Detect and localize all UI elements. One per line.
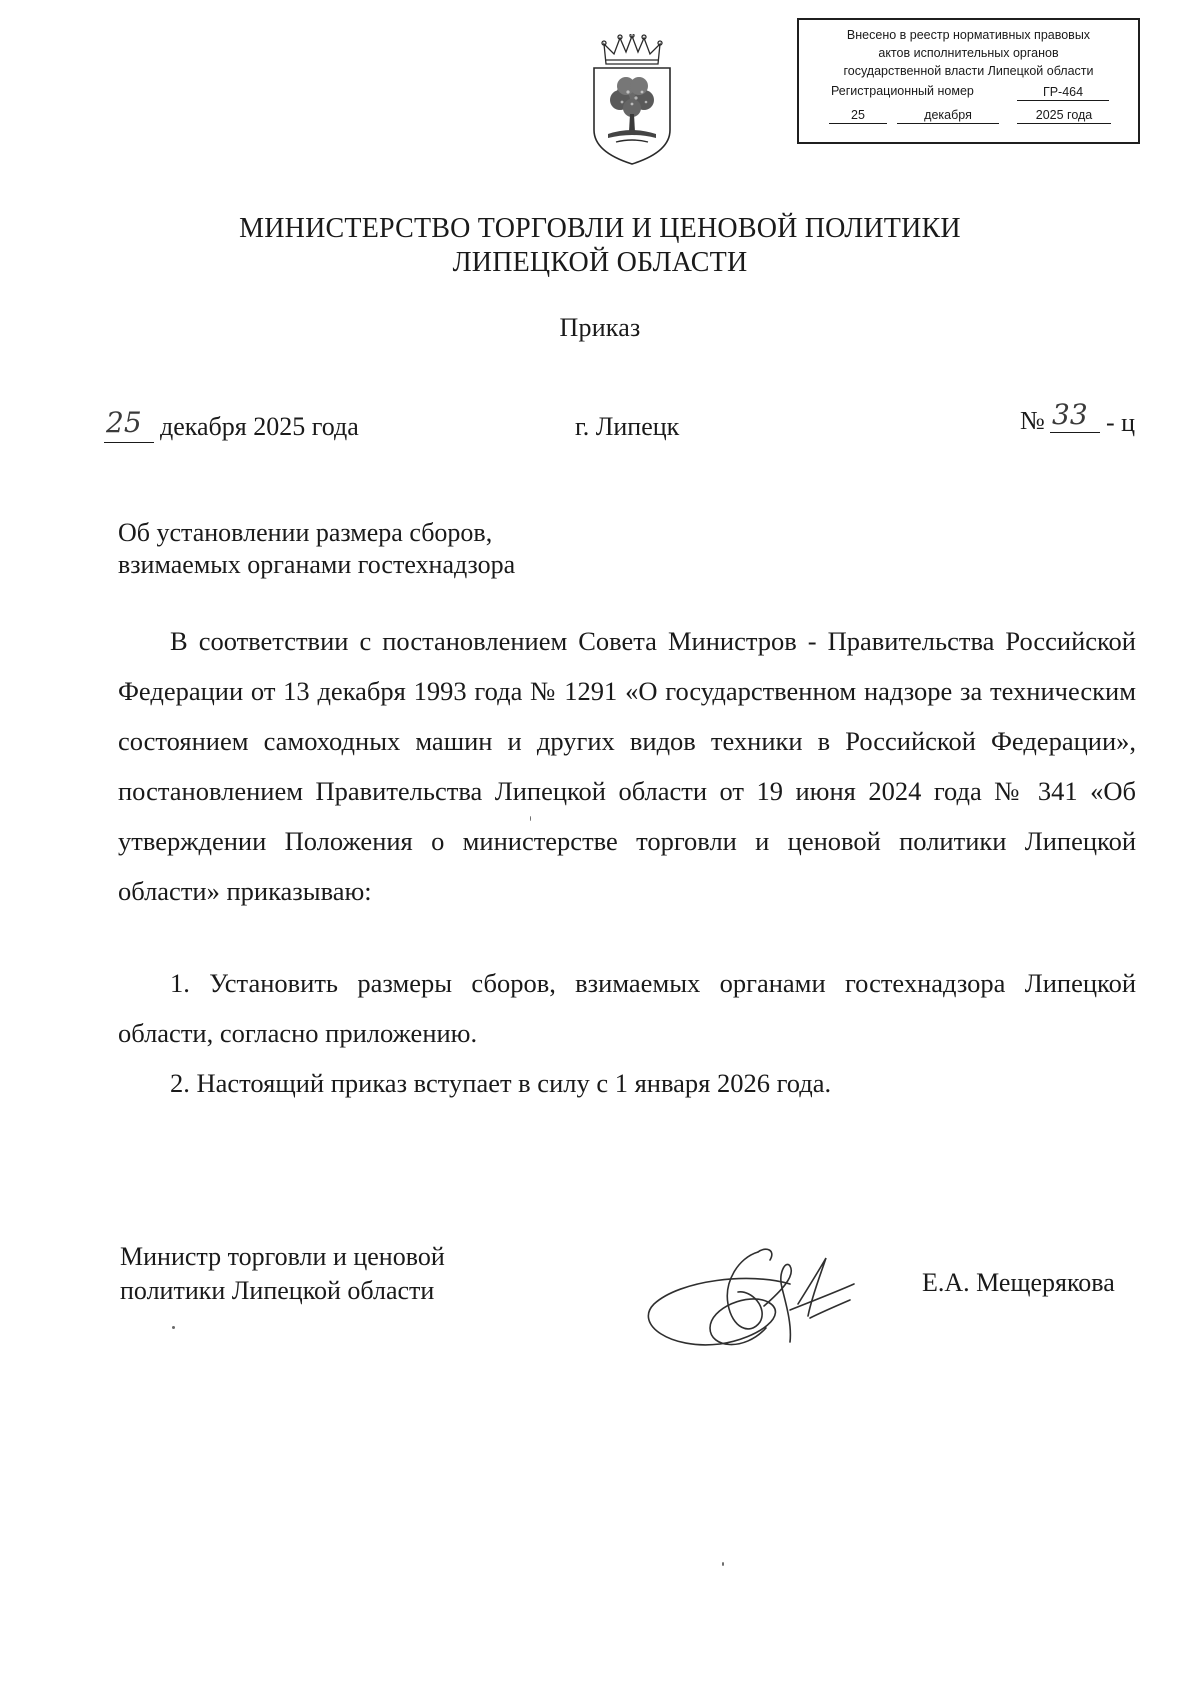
scan-speck <box>722 1562 724 1566</box>
stamp-line-1: Внесено в реестр нормативных правовых <box>846 28 1091 42</box>
stamp-year: 2025 года <box>1017 107 1111 124</box>
date-rest: декабря 2025 года <box>160 412 359 441</box>
stamp-month: декабря <box>897 107 999 124</box>
handwritten-signature <box>640 1232 880 1372</box>
date-day-handwritten: 25 <box>106 406 142 439</box>
stamp-reg-label: Регистрационный номер <box>831 84 974 98</box>
subject-line2: взимаемых органами гостехнадзора <box>118 550 516 579</box>
number-suffix: - ц <box>1106 408 1136 437</box>
document-type: Приказ <box>559 313 641 342</box>
order-number-handwritten: 33 <box>1052 398 1088 431</box>
stamp-line-3: государственной власти Липецкой области <box>843 64 1094 78</box>
registry-stamp <box>797 18 1140 144</box>
scan-speck <box>172 1326 175 1329</box>
order-item-2: 2. Настоящий приказ вступает в силу с 1 января 2026 года. <box>170 1068 832 1098</box>
ministry-title-line1: МИНИСТЕРСТВО ТОРГОВЛИ И ЦЕНОВОЙ ПОЛИТИКИ <box>239 213 961 244</box>
order-item-1: 1. Установить размеры сборов, взимаемых органами гостехнадзора Липецкой области, согласно приложению. <box>118 968 1136 1048</box>
preamble-paragraph: В соответствии с постановлением Совета Министров - Правительства Российской Федерации от 13 декабря 1993 года № 1291 «О государственном надзоре за техническим состоянием самоходных машин и других видов техники в Российской Федерации», постановлением Правительства Липецкой области от 19 июня 2024 года № 341 «Об утверждении Положения о министерстве торговли и ценовой политики Липецкой области» приказываю: <box>118 626 1136 906</box>
stamp-reg-number: ГР-464 <box>1017 84 1109 101</box>
emblem-svg <box>586 34 678 168</box>
signer-position-line1: Министр торговли и ценовой <box>120 1242 445 1271</box>
subject-line1: Об установлении размера сборов, <box>118 518 493 547</box>
date-day-underline <box>104 442 154 443</box>
number-sign: № <box>1020 406 1045 435</box>
signer-name: Е.А. Мещерякова <box>922 1268 1115 1297</box>
ministry-title-line2: ЛИПЕЦКОЙ ОБЛАСТИ <box>452 247 748 278</box>
scan-speck <box>530 816 531 821</box>
city: г. Липецк <box>575 412 680 441</box>
stamp-line-2: актов исполнительных органов <box>878 46 1059 60</box>
coat-of-arms-icon <box>586 34 678 168</box>
order-number-underline <box>1050 432 1100 433</box>
signature-svg <box>640 1232 880 1372</box>
stamp-day: 25 <box>829 107 887 124</box>
signer-position-line2: политики Липецкой области <box>120 1276 435 1305</box>
